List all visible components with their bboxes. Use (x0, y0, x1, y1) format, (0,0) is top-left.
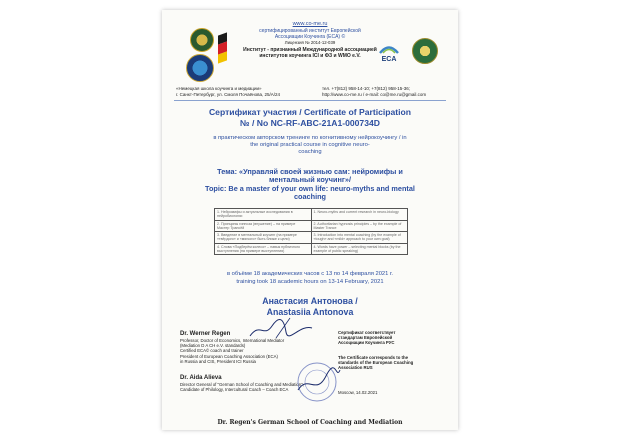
alieva-name: Dr. Aida Alieva (180, 375, 222, 381)
hours-ru: в объёме 18 академических часов с 13 по 14 февраля 2021 г. (226, 271, 394, 277)
seal-en-line: standards of the European Coaching (338, 360, 414, 365)
header-line-5: институтов коучинга ICI и ФЗ и WMO е.V. (259, 53, 361, 59)
table-row (215, 220, 408, 232)
official-stamp (292, 360, 342, 404)
topic-en-line-2: coaching (293, 192, 327, 201)
header-line-4: Институт - признанный Международной ассоциацией (243, 47, 377, 53)
regen-line: Certified ECA© coach and trainer (180, 348, 244, 354)
header-url: www.co-me.ru (292, 21, 328, 27)
module-ru: 3. Введение в ментальный коучинг (на примере «твёрдого» и «мягкого» быть ближе к цели) (215, 232, 312, 244)
topic-en-line-1: Topic: Be a master of your own life: neuro-myths and mental (205, 184, 415, 193)
header-line-1: сертифицированный институт Европейской (259, 28, 361, 34)
contact-left-1: «Немецкая школа коучинга и медиации» (176, 86, 262, 91)
module-ru: 1. Нейромифы и актуальные исследования в нейробиологии (215, 209, 312, 221)
certificate-number: № / No NC-RF-ABC-21A1-000734D (240, 118, 380, 128)
regen-line: Professor, Doctor of Economics, International Mediator (180, 338, 285, 343)
seal-place-date: Moscow, 14.02.2021 (338, 390, 378, 395)
header-line-3: Лицензия № 2014-12-039 (284, 40, 336, 45)
module-en: 3. Introduction into mental coaching (by the example of «tough» and «mild» approach to your own goal) (311, 232, 408, 244)
regen-name: Dr. Werner Regen (180, 331, 231, 337)
footer-school-name: Dr. Regen's German School of Coaching and Mediation (217, 419, 403, 426)
alieva-line: Director General of "German School of Coaching and Mediation", (180, 382, 304, 387)
practical-course-ru-en: в практическом авторском тренинге по когнитивному нейрокоучингу / in the original practical course in cognitive neuro- (213, 135, 407, 148)
contacts-right (322, 86, 426, 98)
module-ru: 2. Принципы гипноза (внушение) – на примере Мастер Трансёй (215, 220, 312, 232)
table-row (215, 209, 408, 221)
alieva-line: Candidate of Philology, Intercultural Coach – Coach ECA (180, 387, 289, 393)
table-row (215, 232, 408, 244)
ici-logo (412, 38, 438, 64)
modules-table (214, 208, 408, 255)
regen-line: (Mediation D A CH e.V. standards) (180, 343, 246, 349)
seal-ru-line: Сертификат соответствует (338, 330, 396, 335)
topic-ru-line-1: Тема: «Управляй своей жизнью сам: нейромифы и (217, 167, 403, 176)
contact-left-2: г. Санкт-Петербург, ул. Смоля Почаёнова, 25/А/24 (176, 92, 281, 97)
seal-en-line: Association RUS (338, 365, 373, 370)
table-row (215, 243, 408, 255)
seal-statement-en (338, 355, 442, 370)
seal-ru-line: Ассоциации Коучинга РУС (338, 340, 395, 345)
module-ru: 4. Слова «Подберём колесо» – навык публичного выступления (на примере выступления) (215, 243, 312, 255)
seal-en-line: The Certificate corresponds to the (338, 355, 408, 360)
practical-course-en: coaching (298, 149, 322, 155)
header-divider (174, 100, 446, 101)
school-emblem-logo (190, 28, 214, 52)
contacts-left (176, 86, 280, 98)
module-en: 2. Authoritarian hypnosis principles – by the example of Master Trance (311, 220, 408, 232)
hours-en: training took 18 academic hours on 13-14 February, 2021 (236, 279, 384, 285)
regen-line: in Russia and CIS, President ICI Russia (180, 358, 256, 364)
participant-name-en: Anastasiia Antonova (266, 307, 354, 317)
contact-right-2: http://www.co-me.ru / e-mail: co@me.ru@gmail.com (322, 92, 427, 97)
certificate-title: Сертификат участия / Certificate of Participation (208, 107, 412, 117)
world-globe-logo (186, 54, 214, 82)
regen-line: President of European Coaching Association (ECA) (180, 353, 278, 359)
certificate-document (162, 10, 458, 430)
topic-ru-line-2: ментальный коучинг»/ (269, 175, 351, 184)
seal-ru-line: стандартам Европейской (338, 335, 393, 340)
module-en: 1. Neuro-myths and current research in neuro-biology (311, 209, 408, 221)
header-line-2: Ассоциации Коучинга (ECA) © (274, 34, 346, 40)
signatory-regen (180, 330, 330, 364)
eca-logo (377, 40, 401, 64)
seal-statement-ru (338, 330, 442, 345)
eca-logo-text: ECA (381, 56, 397, 63)
module-en: 4. Words have power – selecting mental blocks (by the example of public speaking) (311, 243, 408, 255)
contact-right-1: тел. +7(812) 958-14-10; +7(812) 958-15-36; (322, 86, 411, 91)
participant-name-ru: Анастасия Антонова / (262, 296, 358, 306)
